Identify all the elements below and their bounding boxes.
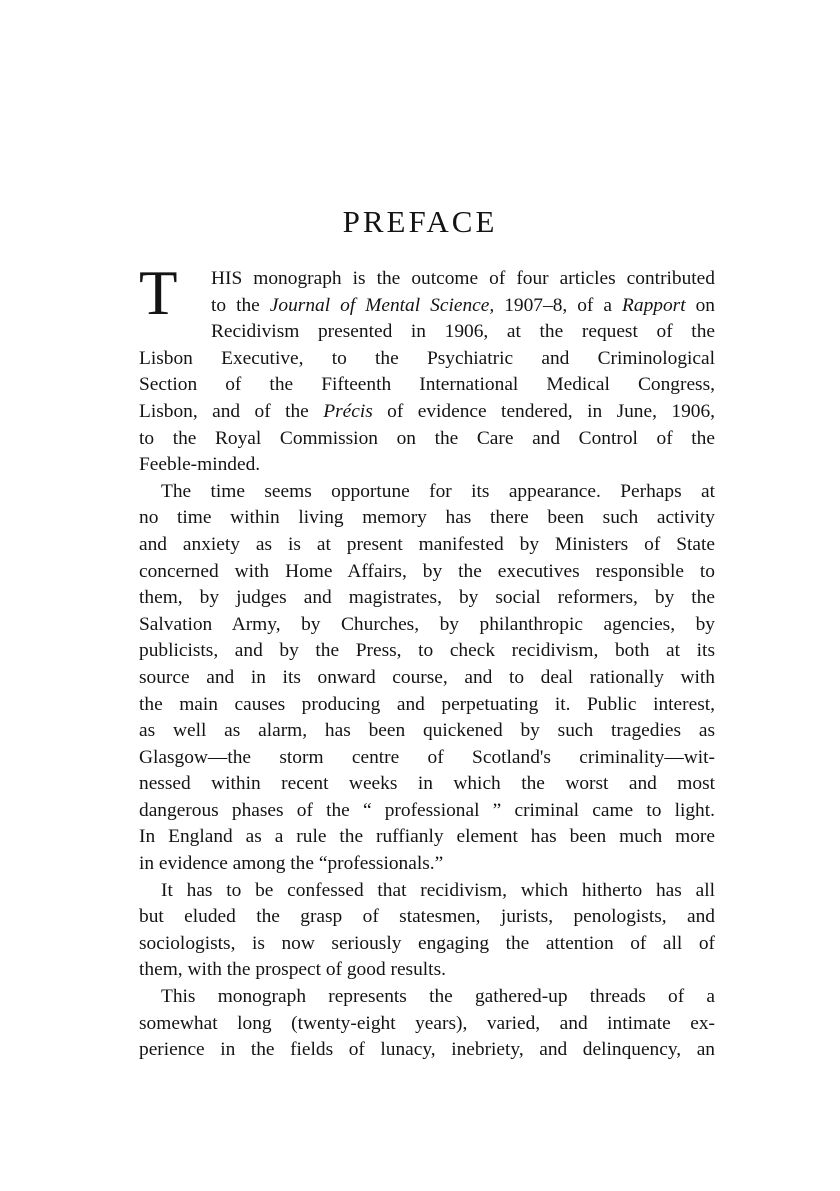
- text-line: to the Royal Commission on the Care and Control of the: [139, 427, 715, 449]
- text-line: publicists, and by the Press, to check recidivism, both at its: [139, 640, 715, 662]
- text-line: source and in its onward course, and to deal rationally with: [139, 666, 715, 688]
- text-line: Section of the Fifteenth International Medical Congress,: [139, 374, 715, 396]
- text-line: Glasgow—the storm centre of Scotland's criminality—wit-: [139, 746, 715, 768]
- text-line: Salvation Army, by Churches, by philanthropic agencies, by: [139, 613, 715, 635]
- text-line: somewhat long (twenty-eight years), varied, and intimate ex-: [139, 1012, 715, 1034]
- text-line: HIS monograph is the outcome of four articles contributed: [211, 268, 715, 289]
- text-line: the main causes producing and perpetuating it. Public interest,: [139, 693, 715, 715]
- text-line: dangerous phases of the “ professional ” criminal came to light.: [139, 799, 715, 821]
- text-line: them, by judges and magistrates, by social reformers, by the: [139, 587, 715, 609]
- text-line: and anxiety as is at present manifested by Ministers of State: [139, 533, 715, 555]
- text-line: concerned with Home Affairs, by the executives responsible to: [139, 560, 715, 582]
- text-line: It has to be confessed that recidivism, which hitherto has all: [161, 879, 715, 901]
- text-line: no time within living memory has there been such activity: [139, 507, 715, 529]
- preface-body: [139, 266, 715, 1064]
- page-title: PREFACE: [342, 204, 498, 239]
- text-line: in evidence among the “professionals.”: [139, 853, 444, 875]
- text-line: sociologists, is now seriously engaging the attention of all of: [139, 932, 715, 954]
- text-line: but eluded the grasp of statesmen, jurists, penologists, and: [139, 906, 715, 928]
- text-line: In England as a rule the ruffianly element has been much more: [139, 826, 715, 848]
- text-line: nessed within recent weeks in which the worst and most: [139, 773, 715, 795]
- text-line: to the Journal of Mental Science, 1907–8, of a Rapport on: [211, 294, 715, 316]
- text-line: Lisbon, and of the Précis of evidence tendered, in June, 1906,: [139, 400, 715, 422]
- text-line: as well as alarm, has been quickened by such tragedies as: [139, 720, 715, 742]
- text-line: This monograph represents the gathered-up threads of a: [161, 986, 715, 1008]
- text-line: The time seems opportune for its appearance. Perhaps at: [161, 480, 715, 502]
- text-line: Recidivism presented in 1906, at the request of the: [211, 321, 715, 343]
- text-line: Feeble-minded.: [139, 454, 261, 476]
- text-line: perience in the fields of lunacy, inebriety, and delinquency, an: [139, 1039, 715, 1061]
- text-line: them, with the prospect of good results.: [139, 959, 446, 981]
- drop-cap: T: [139, 258, 178, 328]
- text-line: Lisbon Executive, to the Psychiatric and Criminological: [139, 347, 715, 369]
